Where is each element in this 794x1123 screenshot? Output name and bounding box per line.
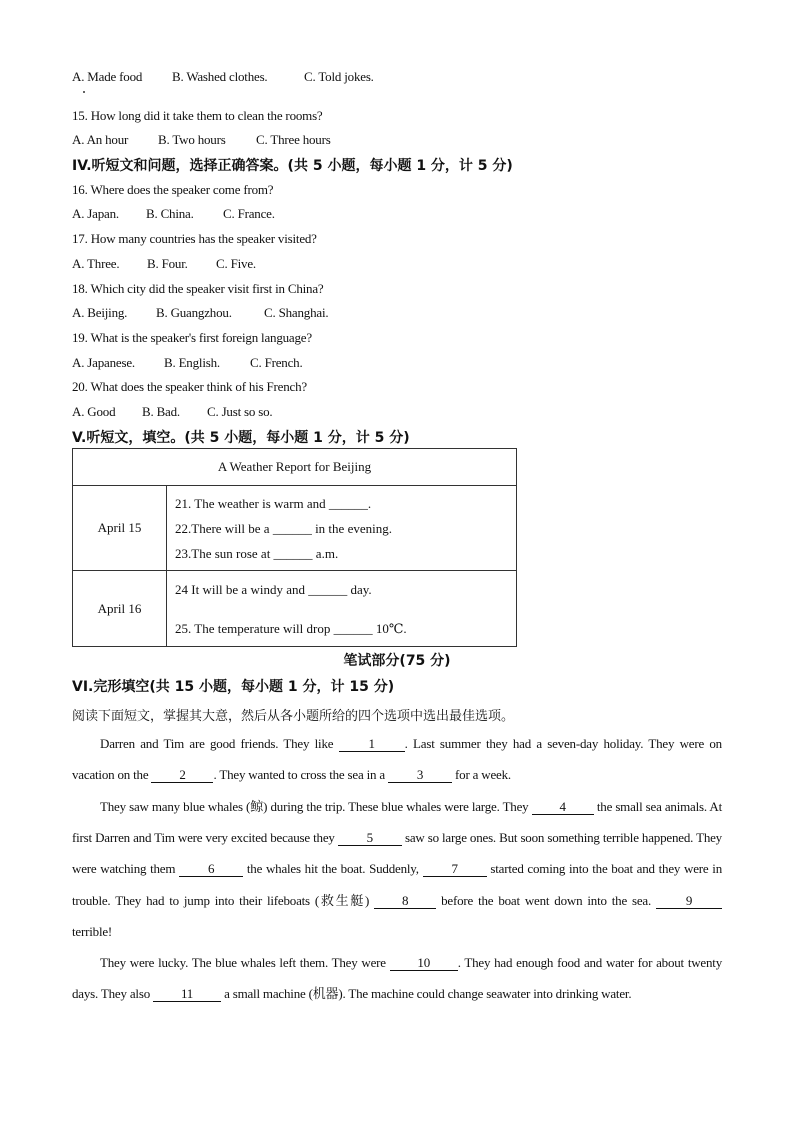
question-23: 23.The sun rose at ______ a.m.	[175, 545, 339, 561]
option-c: C. Told jokes.	[304, 69, 374, 84]
section-6-heading: VI.完形填空(共 15 小题，每小题 1 分，计 15 分)	[72, 679, 395, 695]
option-a: A. Made food	[72, 69, 143, 84]
q16-question: 16. Where does the speaker come from?	[72, 182, 274, 197]
option-b: B. China.	[146, 206, 194, 221]
blank-3: 3	[388, 768, 452, 783]
option-b: B. English.	[164, 355, 220, 370]
weather-report-table	[72, 448, 517, 647]
blank-6: 6	[179, 862, 243, 877]
q14-options	[72, 69, 374, 85]
question-24: 24 It will be a windy and ______ day.	[175, 581, 372, 597]
passage-text: . Last summer they had a seven-day holiday. They were on vacation on the	[72, 736, 722, 783]
blank-11: 11	[153, 987, 221, 1002]
question-21: 21. The weather is warm and ______.	[175, 495, 372, 511]
section-6-instruction: 阅读下面短文，掌握其大意，然后从各小题所给的四个选项中选出最佳选项。	[72, 709, 515, 724]
passage-text: . They wanted to cross the sea in a	[213, 767, 388, 783]
april-16-items	[167, 571, 517, 647]
passage-text: before the boat went down into the sea.	[436, 892, 657, 908]
option-a: A. Japan.	[72, 206, 119, 221]
blank-5: 5	[338, 831, 402, 846]
passage-text: started coming into the boat and they were in trouble. They had to jump into their lifeboats (救生艇)	[72, 861, 722, 908]
passage-text: the small sea animals. At first Darren and Tim were very excited because they	[72, 799, 722, 846]
blank-10: 10	[390, 956, 458, 971]
option-b: B. Four.	[147, 256, 188, 271]
cloze-paragraph-1	[72, 728, 722, 790]
option-a: A. Japanese.	[72, 355, 135, 370]
passage-text: the whales hit the boat. Suddenly,	[243, 861, 423, 877]
passage-text: They were lucky. The blue whales left them. They were	[100, 955, 390, 970]
section-5-heading: V.听短文，填空。(共 5 小题，每小题 1 分，计 5 分)	[72, 430, 410, 446]
section-4-heading: IV.听短文和问题，选择正确答案。(共 5 小题，每小题 1 分，计 5 分)	[72, 158, 513, 174]
date-april-15: April 15	[73, 486, 167, 571]
question-22: 22.There will be a ______ in the evening.	[175, 520, 392, 536]
blank-1: 1	[339, 737, 405, 752]
option-c: C. Shanghai.	[264, 305, 329, 320]
passage-text: a small machine (机器). The machine could change seawater into drinking water.	[221, 986, 632, 1002]
q20-question: 20. What does the speaker think of his French?	[72, 379, 307, 394]
q18-question: 18. Which city did the speaker visit first in China?	[72, 281, 324, 296]
option-b: B. Washed clothes.	[172, 69, 268, 84]
cloze-paragraph-3	[72, 947, 722, 1009]
q16-options	[72, 206, 275, 222]
q15-question: 15. How long did it take them to clean the rooms?	[72, 108, 323, 123]
q17-question: 17. How many countries has the speaker visited?	[72, 231, 317, 246]
cloze-paragraph-2	[72, 791, 722, 947]
option-c: C. Five.	[216, 256, 256, 271]
written-part-heading: 笔试部分(75 分)	[343, 653, 451, 669]
option-c: C. Just so so.	[207, 404, 273, 419]
blank-9: 9	[656, 894, 722, 909]
passage-text: They saw many blue whales (鲸) during the trip. These blue whales were large. They	[100, 799, 532, 814]
q19-options	[72, 355, 303, 371]
passage-text: terrible!	[72, 923, 113, 939]
option-a: A. An hour	[72, 132, 129, 147]
blank-7: 7	[423, 862, 487, 877]
passage-text: Darren and Tim are good friends. They like	[100, 736, 339, 751]
q15-options	[72, 132, 331, 148]
q18-options	[72, 305, 328, 321]
option-a: A. Good	[72, 404, 116, 419]
passage-text: for a week.	[451, 767, 511, 783]
passage-text: . They had enough food and water for about twenty days. They also	[72, 955, 722, 1002]
option-a: A. Three.	[72, 256, 120, 271]
option-b: B. Two hours	[158, 132, 226, 147]
blank-2: 2	[151, 768, 213, 783]
option-b: B. Bad.	[142, 404, 180, 419]
option-c: C. France.	[223, 206, 275, 221]
question-25: 25. The temperature will drop ______ 10℃.	[175, 620, 407, 636]
blank-8: 8	[374, 894, 436, 909]
passage-text: saw so large ones. But soon something terrible happened. They were watching them	[72, 830, 722, 877]
option-c: C. Three hours	[256, 132, 331, 147]
option-c: C. French.	[250, 355, 303, 370]
table-title: A Weather Report for Beijing	[73, 449, 517, 486]
april-15-items	[167, 486, 517, 571]
option-a: A. Beijing.	[72, 305, 128, 320]
stray-mark	[83, 91, 85, 93]
q17-options	[72, 256, 256, 272]
q20-options	[72, 404, 272, 420]
q19-question: 19. What is the speaker's first foreign language?	[72, 330, 312, 345]
blank-4: 4	[532, 800, 594, 815]
date-april-16: April 16	[73, 571, 167, 647]
option-b: B. Guangzhou.	[156, 305, 232, 320]
